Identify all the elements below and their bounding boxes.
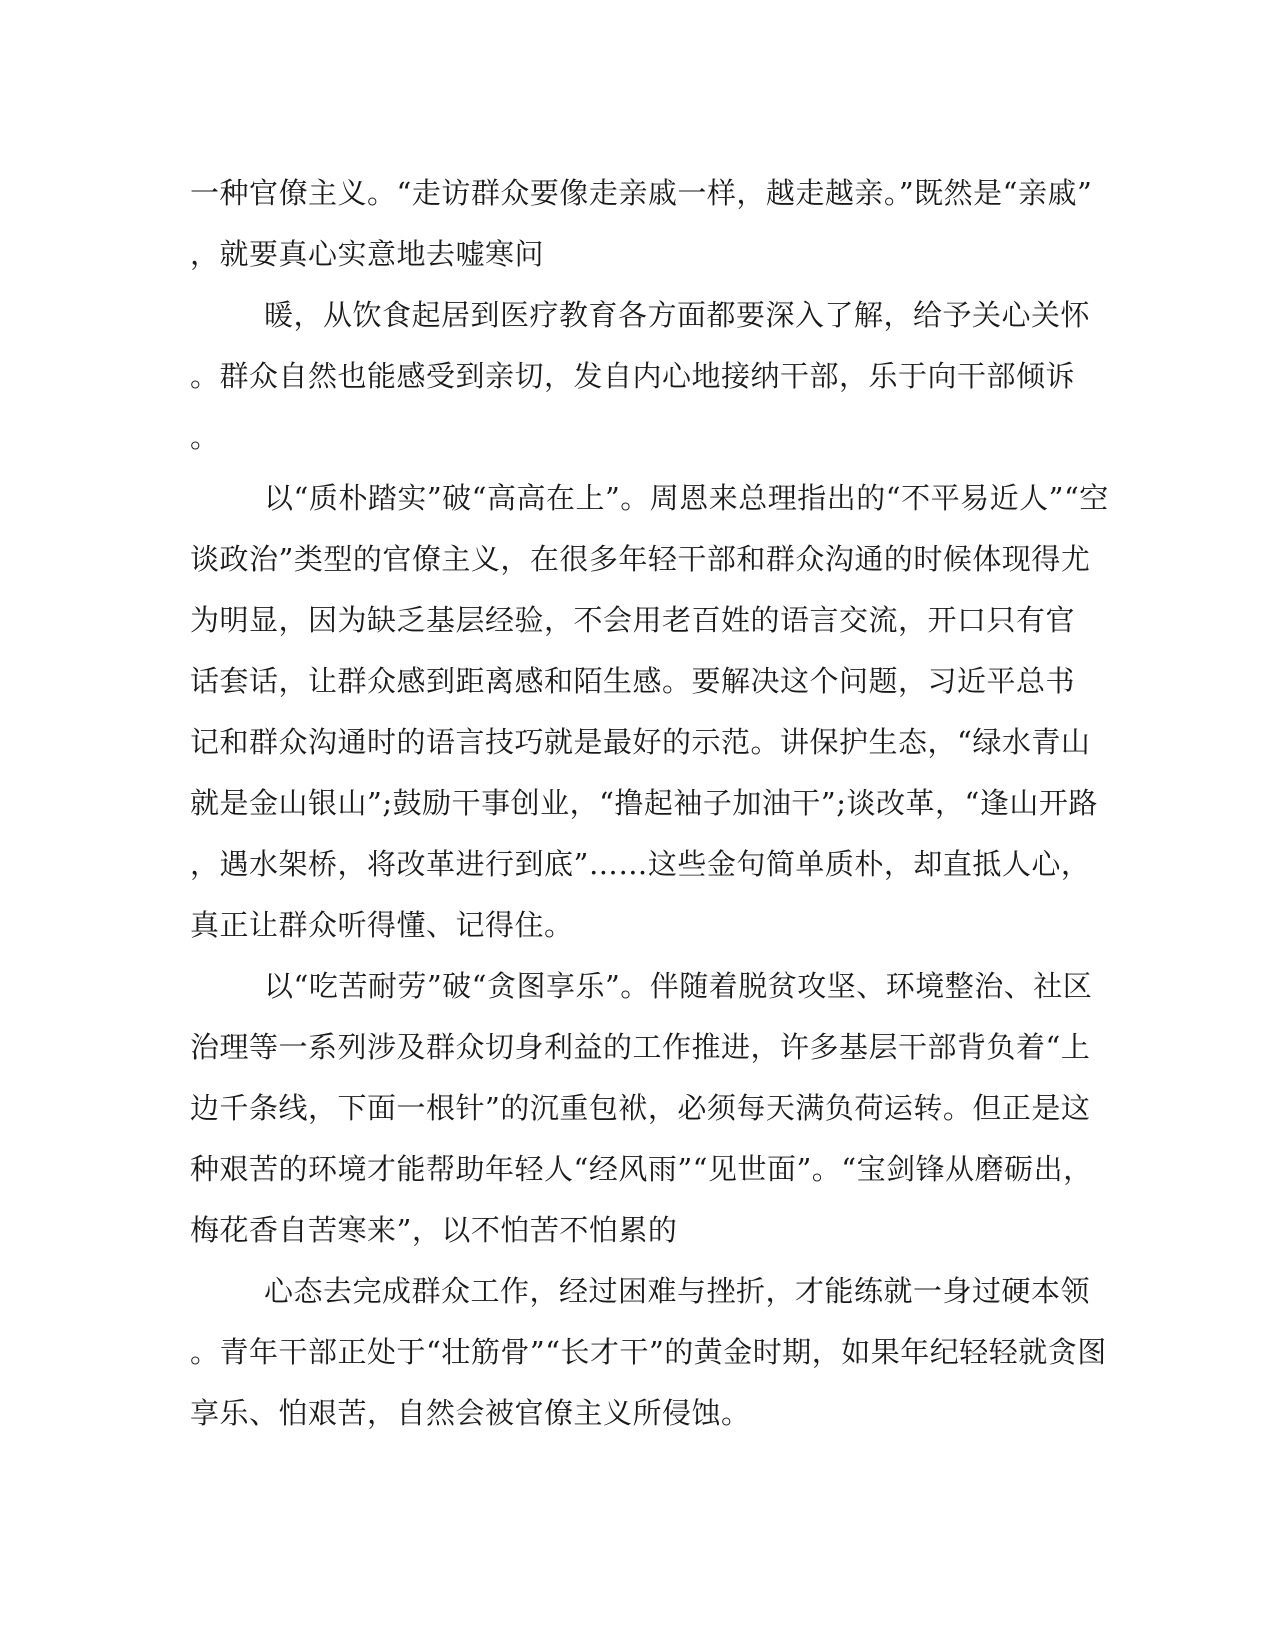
body-text bbox=[190, 163, 1109, 1444]
text-line: 真正让群众听得懂、记得住。 bbox=[190, 908, 574, 942]
text-line: 谈政治”类型的官僚主义，在很多年轻干部和群众沟通的时候体现得尤 bbox=[190, 542, 1091, 576]
text-line: 就是金山银山”;鼓励干事创业，“撸起袖子加油干”;谈改革，“逢山开路 bbox=[190, 786, 1098, 820]
text-line: 种艰苦的环境才能帮助年轻人“经风雨”“见世面”。“宝剑锋从磨砺出， bbox=[190, 1152, 1093, 1186]
text-line: 边千条线，下面一根针”的沉重包袱，必须每天满负荷运转。但正是这 bbox=[190, 1091, 1091, 1125]
text-line: ，遇水架桥，将改革进行到底”……这些金句简单质朴，却直抵人心， bbox=[190, 847, 1091, 881]
text-line: 为明显，因为缺乏基层经验，不会用老百姓的语言交流，开口只有官 bbox=[190, 603, 1076, 637]
text-line: ，就要真心实意地去嘘寒问 bbox=[190, 237, 545, 271]
text-line: 话套话，让群众感到距离感和陌生感。要解决这个问题，习近平总书 bbox=[190, 664, 1076, 698]
text-line: 。群众自然也能感受到亲切，发自内心地接纳干部，乐于向干部倾诉 bbox=[190, 359, 1076, 393]
text-line: 暖，从饮食起居到医疗教育各方面都要深入了解，给予关心关怀 bbox=[264, 298, 1091, 332]
text-line: 一种官僚主义。“走访群众要像走亲戚一样，越走越亲。”既然是“亲戚” bbox=[190, 176, 1093, 210]
text-line: 记和群众沟通时的语言技巧就是最好的示范。讲保护生态，“绿水青山 bbox=[190, 725, 1091, 759]
text-line: 治理等一系列涉及群众切身利益的工作推进，许多基层干部背负着“上 bbox=[190, 1030, 1091, 1064]
paragraph-start-line: 以“吃苦耐劳”破“贪图享乐”。伴随着脱贫攻坚、环境整治、社区 bbox=[264, 969, 1093, 1003]
text-line: 。青年干部正处于“壮筋骨”“长才干”的黄金时期，如果年纪轻轻就贪图 bbox=[190, 1335, 1107, 1369]
paragraph-start-line: 以“质朴踏实”破“高高在上”。周恩来总理指出的“不平易近人”“空 bbox=[264, 481, 1109, 515]
text-line: 。 bbox=[190, 420, 220, 454]
text-line: 梅花香自苦寒来”，以不怕苦不怕累的 bbox=[190, 1213, 678, 1247]
paragraph-start-line: 心态去完成群众工作，经过困难与挫折，才能练就一身过硬本领 bbox=[264, 1274, 1091, 1308]
text-line: 享乐、怕艰苦，自然会被官僚主义所侵蚀。 bbox=[190, 1396, 751, 1430]
